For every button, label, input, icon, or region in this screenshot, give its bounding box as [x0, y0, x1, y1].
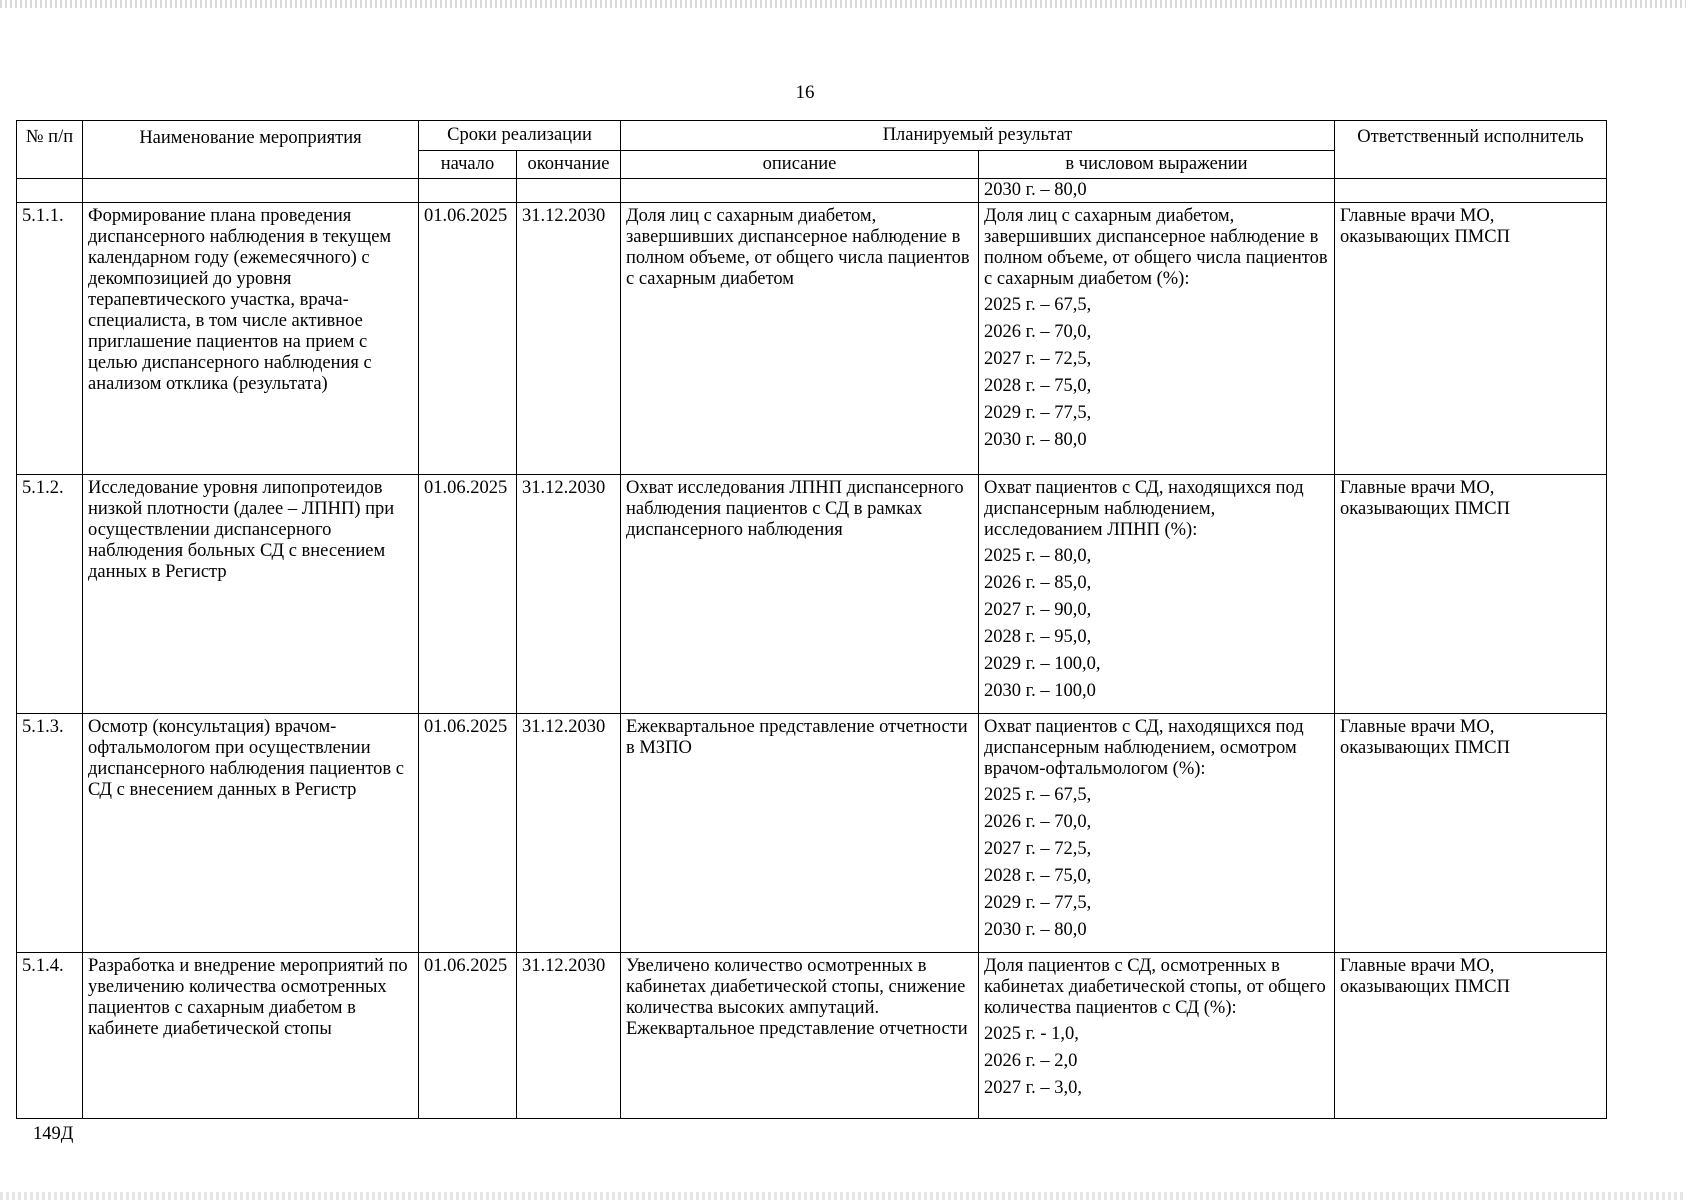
cell-executor: Главные врачи МО, оказывающих ПМСП: [1335, 953, 1607, 1119]
header-name: Наименование мероприятия: [83, 121, 419, 179]
header-period: Сроки реализации: [419, 121, 621, 151]
continuation-row: [17, 179, 1607, 203]
cell-description: Увеличено количество осмотренных в кабинетах диабетической стопы, снижение количества высоких ампутаций. Ежеквартальное представление отчетности: [621, 953, 979, 1119]
cell-numeric: [979, 953, 1335, 1119]
cell-numeric: [979, 179, 1335, 203]
numeric-intro: Доля лиц с сахарным диабетом, завершивших диспансерное наблюдение в полном объеме, от общего числа пациентов с сахарным диабетом (%):: [984, 206, 1328, 289]
cell-description: Доля лиц с сахарным диабетом, завершивших диспансерное наблюдение в полном объеме, от общего числа пациентов с сахарным диабетом: [621, 203, 979, 475]
cell-end: 31.12.2030: [517, 475, 621, 714]
cell-end: 31.12.2030: [517, 203, 621, 475]
cell-start: 01.06.2025: [419, 203, 517, 475]
cell-executor: Главные врачи МО, оказывающих ПМСП: [1335, 203, 1607, 475]
cell-num: 5.1.3.: [17, 714, 83, 953]
document-code: 149Д: [33, 1124, 74, 1144]
table-row: [17, 475, 1607, 714]
numeric-value: 2026 г. – 2,0: [984, 1051, 1078, 1071]
cell-empty: [17, 179, 83, 203]
cell-start: 01.06.2025: [419, 714, 517, 953]
numeric-value: 2025 г. - 1,0,: [984, 1024, 1079, 1044]
header-executor: Ответственный исполнитель: [1335, 121, 1607, 179]
numeric-value: 2027 г. – 72,5,: [984, 349, 1092, 369]
numeric-value: 2030 г. – 80,0: [984, 430, 1087, 450]
header-start: начало: [419, 151, 517, 179]
header-description: описание: [621, 151, 979, 179]
numeric-value: 2030 г. – 80,0: [984, 920, 1087, 940]
header-num: № п/п: [17, 121, 83, 179]
numeric-value: 2029 г. – 77,5,: [984, 893, 1092, 913]
numeric-value: 2029 г. – 100,0,: [984, 654, 1101, 674]
table-row: [17, 714, 1607, 953]
numeric-intro: Охват пациентов с СД, находящихся под диспансерным наблюдением, осмотром врачом-офтальмологом (%):: [984, 717, 1304, 779]
cell-name: Исследование уровня липопротеидов низкой плотности (далее – ЛПНП) при осуществлении диспансерного наблюдения больных СД с внесением данных в Регистр: [83, 475, 419, 714]
numeric-value: 2028 г. – 75,0,: [984, 376, 1092, 396]
cell-start: 01.06.2025: [419, 953, 517, 1119]
cell-start: 01.06.2025: [419, 475, 517, 714]
table-row: [17, 203, 1607, 475]
numeric-value: 2029 г. – 77,5,: [984, 403, 1092, 423]
cell-description: Охват исследования ЛПНП диспансерного наблюдения пациентов с СД в рамках диспансерного наблюдения: [621, 475, 979, 714]
cell-empty: [1335, 179, 1607, 203]
header-numeric: в числовом выражении: [979, 151, 1335, 179]
cell-executor: Главные врачи МО, оказывающих ПМСП: [1335, 714, 1607, 953]
cell-name: Формирование плана проведения диспансерного наблюдения в текущем календарном году (ежемесячного) с декомпозицией до уровня терапевтического участка, врача-специалиста, в том числе активное приглашение пациентов на прием с целью диспансерного наблюдения с анализом отклика (результата): [83, 203, 419, 475]
scan-top-edge: [0, 0, 1686, 8]
header-result: Планируемый результат: [621, 121, 1335, 151]
numeric-value: 2030 г. – 80,0: [984, 180, 1087, 200]
cell-empty: [621, 179, 979, 203]
numeric-value: 2025 г. – 67,5,: [984, 785, 1092, 805]
numeric-value: 2027 г. – 90,0,: [984, 600, 1092, 620]
cell-numeric: [979, 714, 1335, 953]
scan-bottom-edge: [0, 1192, 1686, 1200]
table-row: [17, 953, 1607, 1119]
numeric-value: 2028 г. – 75,0,: [984, 866, 1092, 886]
numeric-value: 2028 г. – 95,0,: [984, 627, 1092, 647]
table-header-row: [17, 121, 1607, 151]
cell-empty: [83, 179, 419, 203]
numeric-value: 2025 г. – 80,0,: [984, 546, 1092, 566]
numeric-value: 2026 г. – 70,0,: [984, 322, 1092, 342]
numeric-value: 2025 г. – 67,5,: [984, 295, 1092, 315]
numeric-value: 2026 г. – 85,0,: [984, 573, 1092, 593]
cell-num: 5.1.2.: [17, 475, 83, 714]
cell-numeric: [979, 475, 1335, 714]
numeric-intro: Доля пациентов с СД, осмотренных в кабинетах диабетической стопы, от общего количества пациентов с СД (%):: [984, 956, 1326, 1018]
cell-empty: [419, 179, 517, 203]
numeric-intro: Охват пациентов с СД, находящихся под диспансерным наблюдением, исследованием ЛПНП (%):: [984, 478, 1304, 540]
cell-num: 5.1.1.: [17, 203, 83, 475]
cell-name: Разработка и внедрение мероприятий по увеличению количества осмотренных пациентов с сахарным диабетом в кабинете диабетической стопы: [83, 953, 419, 1119]
numeric-value: 2027 г. – 72,5,: [984, 839, 1092, 859]
cell-numeric: [979, 203, 1335, 475]
page-number: 16: [795, 82, 815, 103]
numeric-value: 2026 г. – 70,0,: [984, 812, 1092, 832]
cell-name: Осмотр (консультация) врачом-офтальмологом при осуществлении диспансерного наблюдения пациентов с СД с внесением данных в Регистр: [83, 714, 419, 953]
cell-end: 31.12.2030: [517, 953, 621, 1119]
cell-executor: Главные врачи МО, оказывающих ПМСП: [1335, 475, 1607, 714]
numeric-value: 2027 г. – 3,0,: [984, 1078, 1083, 1098]
cell-end: 31.12.2030: [517, 714, 621, 953]
numeric-value: 2030 г. – 100,0: [984, 681, 1096, 701]
header-end: окончание: [517, 151, 621, 179]
cell-empty: [517, 179, 621, 203]
plan-table: [16, 120, 1607, 1119]
cell-num: 5.1.4.: [17, 953, 83, 1119]
cell-description: Ежеквартальное представление отчетности в МЗПО: [621, 714, 979, 953]
